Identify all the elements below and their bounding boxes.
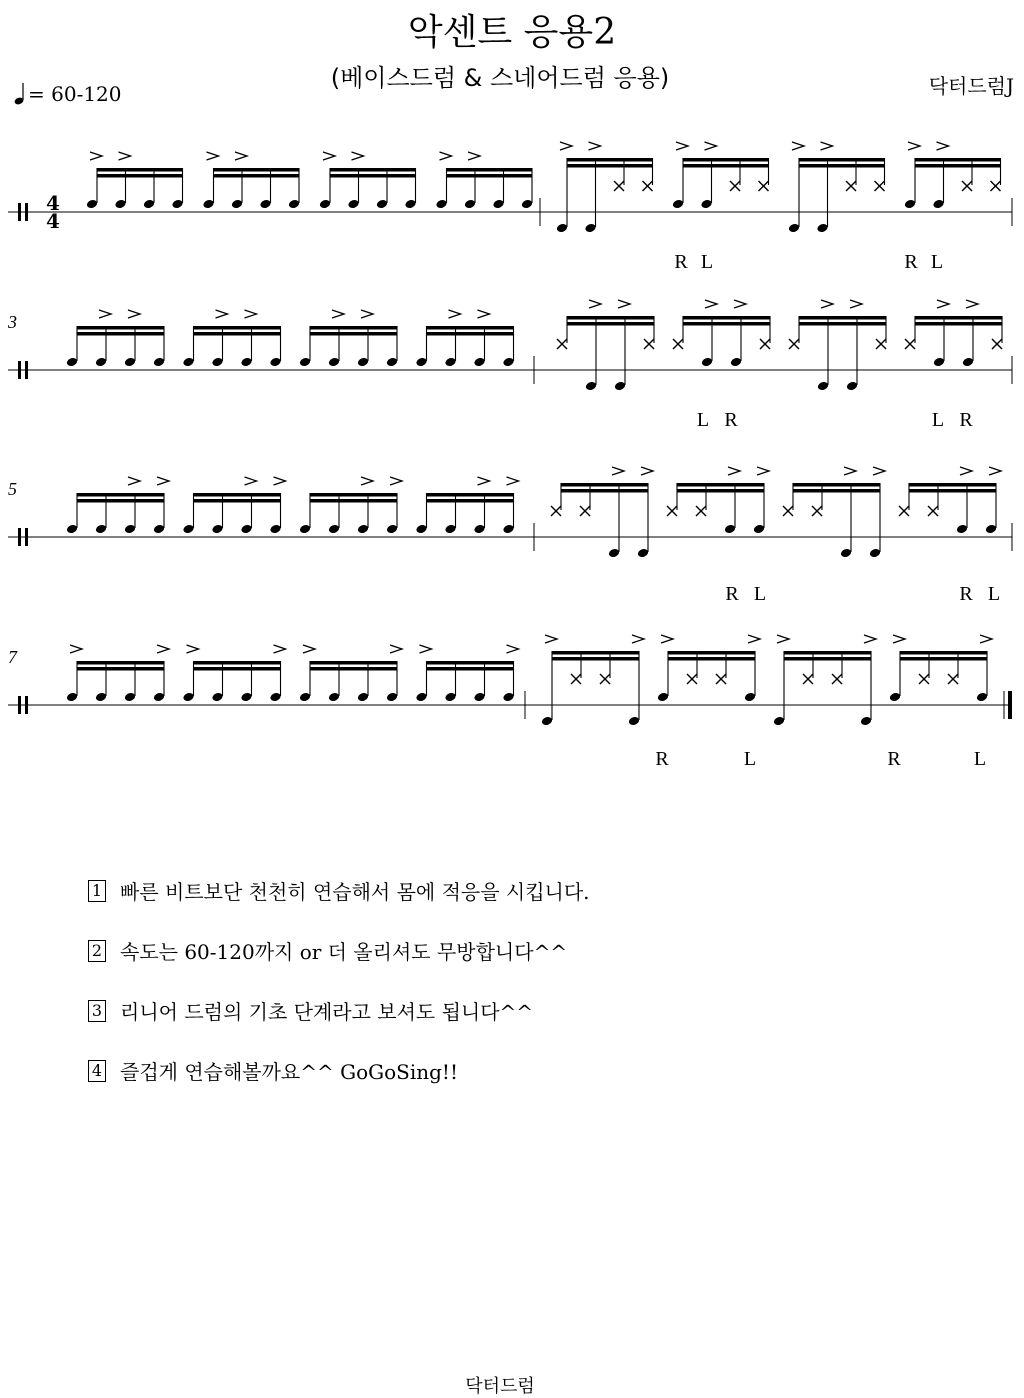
beam xyxy=(784,657,872,661)
accent-mark xyxy=(844,467,856,475)
accent-mark xyxy=(980,635,992,643)
note-head xyxy=(211,357,223,368)
percussion-clef xyxy=(18,361,21,379)
beam xyxy=(799,158,885,162)
accent-mark xyxy=(893,635,905,643)
beam xyxy=(552,651,640,655)
accent-mark xyxy=(478,310,490,318)
beam xyxy=(427,493,515,497)
note-head xyxy=(521,199,533,210)
note-head xyxy=(415,357,427,368)
note-head xyxy=(502,357,514,368)
note-head xyxy=(444,524,456,535)
percussion-clef xyxy=(18,696,21,714)
note-head xyxy=(435,199,447,210)
beam xyxy=(915,316,1003,320)
sticking-label: R xyxy=(959,409,973,431)
note-head xyxy=(840,548,852,559)
beam xyxy=(214,174,300,178)
beam xyxy=(900,657,988,661)
beam xyxy=(77,661,165,665)
accent-mark xyxy=(216,310,228,318)
accent-mark xyxy=(128,477,140,485)
beam xyxy=(77,493,165,497)
item-text: 속도는 60-120까지 or 더 올리셔도 무방합니다^^ xyxy=(120,940,568,964)
accent-mark xyxy=(119,152,131,160)
accent-mark xyxy=(303,645,315,653)
accent-mark xyxy=(420,645,432,653)
accent-mark xyxy=(960,467,972,475)
sticking-label: R xyxy=(887,748,901,770)
sticking-label: L xyxy=(696,409,710,431)
accent-mark xyxy=(792,142,804,150)
accent-mark xyxy=(560,142,572,150)
note-head xyxy=(124,524,136,535)
note-head xyxy=(415,692,427,703)
note-head xyxy=(211,692,223,703)
note-head xyxy=(404,199,416,210)
note-head xyxy=(415,524,427,535)
accent-mark xyxy=(545,635,557,643)
sticking-label: R xyxy=(724,409,738,431)
note-head xyxy=(584,223,596,234)
note-head xyxy=(860,716,872,727)
beam xyxy=(97,174,183,178)
note-head xyxy=(288,199,300,210)
sticking-label: L xyxy=(973,748,987,770)
percussion-clef xyxy=(25,361,28,379)
page-subtitle: (베이스드럼 & 스네어드럼 응용) xyxy=(330,64,670,92)
note-head xyxy=(672,199,684,210)
beam xyxy=(668,651,756,655)
beam xyxy=(310,332,398,336)
beam xyxy=(567,316,655,320)
note-head xyxy=(730,357,742,368)
beam xyxy=(552,657,640,661)
percussion-clef xyxy=(18,528,21,546)
note-head xyxy=(299,357,311,368)
sticking-label: L xyxy=(753,583,767,605)
note-head xyxy=(114,199,126,210)
note-head xyxy=(788,223,800,234)
accent-mark xyxy=(245,310,257,318)
note-head xyxy=(182,357,194,368)
accent-mark xyxy=(235,152,247,160)
beam xyxy=(447,168,533,172)
page-title: 악센트 응용2 xyxy=(407,12,617,53)
note-head xyxy=(347,199,359,210)
note-head xyxy=(386,692,398,703)
note-head xyxy=(357,357,369,368)
composer: 닥터드럼J xyxy=(928,74,1014,98)
note-head xyxy=(614,381,626,392)
beam xyxy=(567,322,655,326)
beam xyxy=(427,326,515,330)
accent-mark xyxy=(478,477,490,485)
note-head xyxy=(637,548,649,559)
note-head xyxy=(628,716,640,727)
instruction-item xyxy=(88,876,590,905)
beam xyxy=(793,483,881,487)
accent-mark xyxy=(937,142,949,150)
note-head xyxy=(95,692,107,703)
beam xyxy=(194,332,282,336)
accent-mark xyxy=(757,467,769,475)
tempo-text: = 60-120 xyxy=(28,82,122,106)
note-head xyxy=(376,199,388,210)
beam xyxy=(77,326,165,330)
accent-mark xyxy=(705,142,717,150)
note-head xyxy=(904,199,916,210)
beam xyxy=(567,164,653,168)
accent-mark xyxy=(157,645,169,653)
measure-number: 5 xyxy=(8,479,17,499)
beam xyxy=(915,164,1001,168)
page-footer: 닥터드럼 xyxy=(465,1376,535,1397)
accent-mark xyxy=(390,477,402,485)
note-head xyxy=(962,357,974,368)
beam xyxy=(677,483,765,487)
accent-mark xyxy=(873,467,885,475)
note-head xyxy=(269,524,281,535)
sticking-label: R xyxy=(655,748,669,770)
instruction-item xyxy=(88,936,567,965)
beam xyxy=(793,489,881,493)
note-head xyxy=(744,692,756,703)
accent-mark xyxy=(440,152,452,160)
accent-mark xyxy=(632,635,644,643)
sticking-label: L xyxy=(743,748,757,770)
accent-mark xyxy=(748,635,760,643)
accent-mark xyxy=(966,300,978,308)
beam xyxy=(915,322,1003,326)
beam xyxy=(194,661,282,665)
note-head xyxy=(846,381,858,392)
beam xyxy=(668,657,756,661)
note-head xyxy=(502,692,514,703)
accent-mark xyxy=(361,477,373,485)
note-head xyxy=(153,692,165,703)
accent-mark xyxy=(618,300,630,308)
beam xyxy=(799,164,885,168)
note-head xyxy=(153,524,165,535)
item-text: 리니어 드럼의 기초 단계라고 보셔도 됩니다^^ xyxy=(120,1000,534,1024)
note-head xyxy=(773,716,785,727)
beam xyxy=(561,489,649,493)
beam xyxy=(194,326,282,330)
accent-mark xyxy=(908,142,920,150)
note-head xyxy=(328,357,340,368)
beam xyxy=(194,499,282,503)
sticking-label: L xyxy=(930,251,944,273)
sticking-label: R xyxy=(904,251,918,273)
beam xyxy=(799,316,887,320)
note-head xyxy=(492,199,504,210)
note-head xyxy=(319,199,331,210)
note-head xyxy=(473,524,485,535)
note-head xyxy=(269,692,281,703)
accent-mark xyxy=(821,300,833,308)
note-head xyxy=(753,524,765,535)
beam xyxy=(310,661,398,665)
percussion-clef xyxy=(25,696,28,714)
accent-mark xyxy=(274,645,286,653)
note-head xyxy=(202,199,214,210)
beam xyxy=(909,489,997,493)
accent-mark xyxy=(128,310,140,318)
accent-mark xyxy=(187,645,199,653)
accent-mark xyxy=(449,310,461,318)
sticking-label: R xyxy=(725,583,739,605)
note-head xyxy=(66,357,78,368)
accent-mark xyxy=(70,645,82,653)
accent-mark xyxy=(821,142,833,150)
note-head xyxy=(816,223,828,234)
note-head xyxy=(473,692,485,703)
beam xyxy=(683,158,769,162)
beam xyxy=(900,651,988,655)
sticking-label: L xyxy=(700,251,714,273)
accent-mark xyxy=(157,477,169,485)
note-head xyxy=(153,357,165,368)
beam xyxy=(97,168,183,172)
note-head xyxy=(556,223,568,234)
item-number: 3 xyxy=(88,1000,106,1022)
note-head xyxy=(95,357,107,368)
note-head xyxy=(66,524,78,535)
beam xyxy=(427,499,515,503)
time-signature-top: 4 xyxy=(46,191,60,215)
note-head xyxy=(985,524,997,535)
beam xyxy=(194,493,282,497)
accent-mark xyxy=(99,310,111,318)
accent-mark xyxy=(661,635,673,643)
note-head xyxy=(124,357,136,368)
percussion-clef xyxy=(25,528,28,546)
note-head xyxy=(124,692,136,703)
accent-mark xyxy=(734,300,746,308)
beam xyxy=(427,332,515,336)
note-head xyxy=(66,692,78,703)
sticking-label: R xyxy=(674,251,688,273)
note-head xyxy=(502,524,514,535)
beam xyxy=(330,174,416,178)
note-head xyxy=(585,381,597,392)
note-head xyxy=(444,692,456,703)
accent-mark xyxy=(589,300,601,308)
accent-mark xyxy=(864,635,876,643)
beam xyxy=(427,667,515,671)
note-head xyxy=(269,357,281,368)
beam xyxy=(561,483,649,487)
beam xyxy=(784,651,872,655)
note-head xyxy=(95,524,107,535)
sticking-label: R xyxy=(959,583,973,605)
accent-mark xyxy=(361,310,373,318)
accent-mark xyxy=(850,300,862,308)
note-head xyxy=(86,199,98,210)
accent-mark xyxy=(207,152,219,160)
note-head xyxy=(473,357,485,368)
beam xyxy=(799,322,887,326)
accent-mark xyxy=(705,300,717,308)
accent-mark xyxy=(507,477,519,485)
beam xyxy=(310,667,398,671)
accent-mark xyxy=(589,142,601,150)
accent-mark xyxy=(641,467,653,475)
note-head xyxy=(869,548,881,559)
item-number: 4 xyxy=(88,1060,106,1082)
instruction-item xyxy=(88,1056,458,1085)
note-head xyxy=(956,524,968,535)
note-head xyxy=(182,524,194,535)
accent-mark xyxy=(937,300,949,308)
accent-mark xyxy=(90,152,102,160)
beam xyxy=(310,493,398,497)
accent-mark xyxy=(245,477,257,485)
note-head xyxy=(240,692,252,703)
beam xyxy=(77,332,165,336)
note-head xyxy=(182,692,194,703)
item-text: 즐겁게 연습해볼까요^^ GoGoSing!! xyxy=(120,1060,459,1084)
note-head xyxy=(357,692,369,703)
beam xyxy=(330,168,416,172)
beam xyxy=(77,667,165,671)
note-head xyxy=(231,199,243,210)
beam xyxy=(683,316,771,320)
accent-mark xyxy=(390,645,402,653)
accent-mark xyxy=(352,152,364,160)
beam xyxy=(909,483,997,487)
note-head xyxy=(444,357,456,368)
accent-mark xyxy=(676,142,688,150)
accent-mark xyxy=(612,467,624,475)
item-text: 빠른 비트보단 천천히 연습해서 몸에 적응을 시킵니다. xyxy=(120,880,590,904)
note-head xyxy=(299,692,311,703)
note-head xyxy=(464,199,476,210)
measure-number: 3 xyxy=(8,312,17,332)
measure-number: 7 xyxy=(8,647,17,667)
percussion-clef xyxy=(18,203,21,221)
note-head xyxy=(357,524,369,535)
note-head xyxy=(700,199,712,210)
note-head xyxy=(299,524,311,535)
instruction-item xyxy=(88,996,533,1025)
accent-mark xyxy=(777,635,789,643)
note-head xyxy=(701,357,713,368)
note-head xyxy=(976,692,988,703)
accent-mark xyxy=(468,152,480,160)
note-head xyxy=(817,381,829,392)
note-head xyxy=(328,524,340,535)
accent-mark xyxy=(323,152,335,160)
note-head xyxy=(171,199,183,210)
note-head xyxy=(889,692,901,703)
note-head xyxy=(211,524,223,535)
beam xyxy=(677,489,765,493)
final-bar-line xyxy=(1008,691,1012,719)
beam xyxy=(194,667,282,671)
accent-mark xyxy=(507,645,519,653)
beam xyxy=(915,158,1001,162)
beam xyxy=(310,326,398,330)
note-head xyxy=(933,357,945,368)
percussion-clef xyxy=(25,203,28,221)
beam xyxy=(567,158,653,162)
note-head xyxy=(386,357,398,368)
note-head xyxy=(240,524,252,535)
beam xyxy=(683,322,771,326)
beam xyxy=(77,499,165,503)
note-head xyxy=(724,524,736,535)
note-head xyxy=(541,716,553,727)
beam xyxy=(427,661,515,665)
note-head xyxy=(608,548,620,559)
note-head xyxy=(259,199,271,210)
sticking-label: L xyxy=(987,583,1001,605)
note-head xyxy=(328,692,340,703)
sticking-label: L xyxy=(931,409,945,431)
beam xyxy=(310,499,398,503)
note-head xyxy=(143,199,155,210)
item-number: 1 xyxy=(88,880,106,902)
note-head xyxy=(240,357,252,368)
note-head xyxy=(386,524,398,535)
accent-mark xyxy=(989,467,1001,475)
note-head xyxy=(657,692,669,703)
accent-mark xyxy=(332,310,344,318)
time-signature-bottom: 4 xyxy=(46,209,60,233)
accent-mark xyxy=(274,477,286,485)
beam xyxy=(447,174,533,178)
beam xyxy=(683,164,769,168)
beam xyxy=(214,168,300,172)
accent-mark xyxy=(728,467,740,475)
note-head xyxy=(932,199,944,210)
item-number: 2 xyxy=(88,940,106,962)
